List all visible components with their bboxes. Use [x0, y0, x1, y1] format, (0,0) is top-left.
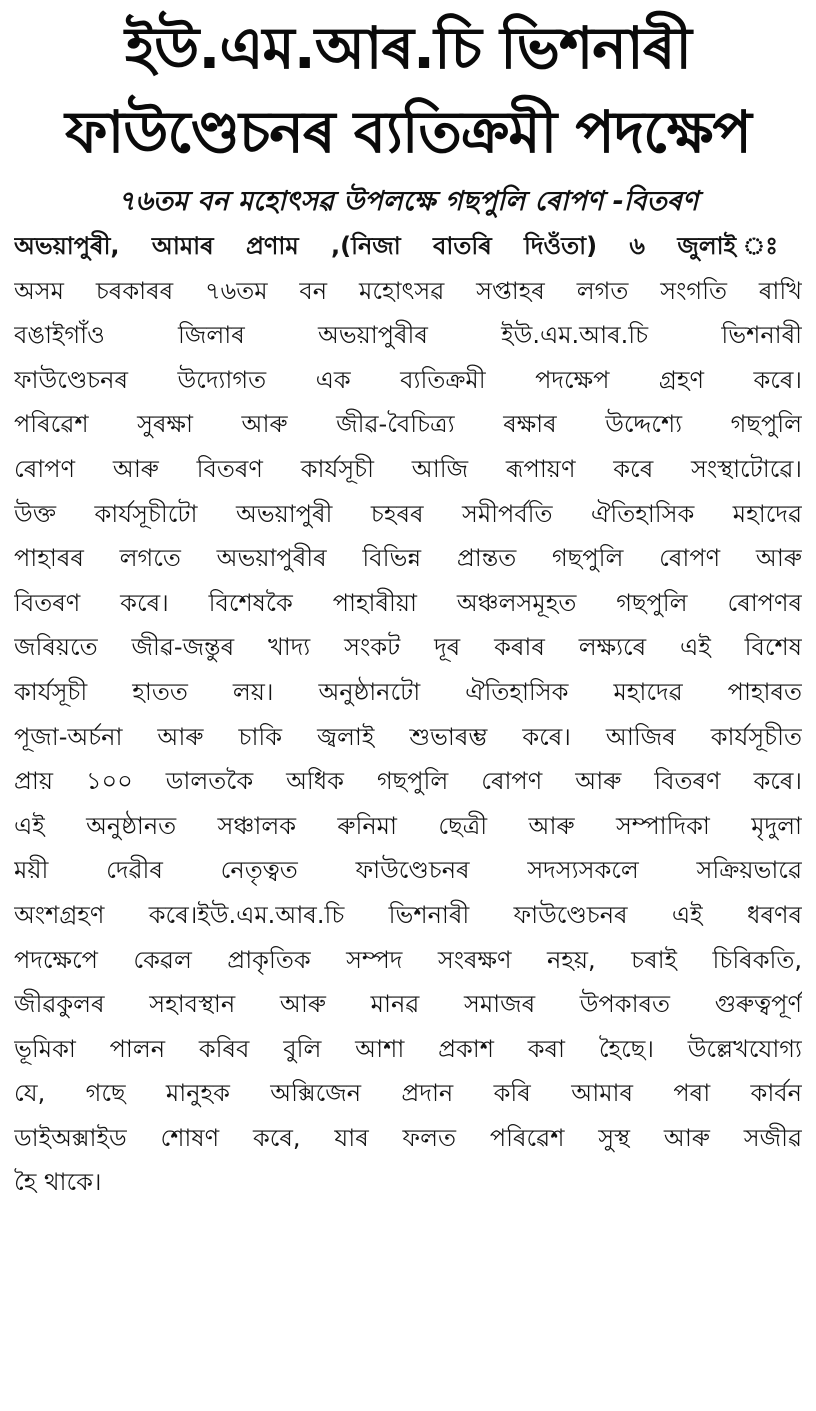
body-line: যে, গছে মানুহক অক্সিজেন প্ৰদান কৰি আমাৰ পৰা কাৰ্বন [14, 1079, 802, 1108]
article-body [14, 224, 802, 1205]
body-line: পাহাৰৰ লগতে অভয়াপুৰীৰ বিভিন্ন প্ৰান্তত গছপুলি ৰোপণ আৰু [14, 544, 802, 573]
body-line: পৰিৱেশ সুৰক্ষা আৰু জীৱ-বৈচিত্ৰ্য ৰক্ষাৰ উদ্দেশ্যে গছপুলি [14, 410, 802, 439]
body-line: পদক্ষেপে কেৱল প্ৰাকৃতিক সম্পদ সংৰক্ষণ নহয়, চৰাই চিৰিকতি, [14, 945, 802, 974]
body-line: পূজা-অৰ্চনা আৰু চাকি জ্বলাই শুভাৰম্ভ কৰে। আজিৰ কাৰ্যসূচীত [14, 722, 802, 751]
body-line: ফাউণ্ডেচনৰ উদ্যোগত এক ব্যতিক্ৰমী পদক্ষেপ গ্ৰহণ কৰে। [14, 365, 802, 394]
body-line: বঙাইগাঁও জিলাৰ অভয়াপুৰীৰ ইউ.এম.আৰ.চি ভিশনাৰী [14, 321, 802, 350]
body-line: প্ৰায় ১০০ ডালতকৈ অধিক গছপুলি ৰোপণ আৰু বিতৰণ কৰে। [14, 767, 802, 796]
dateline: অভয়াপুৰী, আমাৰ প্ৰণাম ,(নিজা বাতৰি দিওঁতা) ৬ জুলাই ঃ [14, 232, 802, 260]
body-line: জীৱকুলৰ সহাবস্থান আৰু মানৱ সমাজৰ উপকাৰত গুৰুত্বপূৰ্ণ [14, 990, 802, 1019]
body-line: হৈ থাকে। [14, 1168, 102, 1197]
body-line: অংশগ্ৰহণ কৰে।ইউ.এম.আৰ.চি ভিশনাৰী ফাউণ্ডেচনৰ এই ধৰণৰ [14, 900, 802, 929]
headline-line-2: ফাউণ্ডেচনৰ ব্যতিক্ৰমী পদক্ষেপ [65, 98, 751, 166]
body-line: কাৰ্যসূচী হাতত লয়। অনুষ্ঠানটো ঐতিহাসিক মহাদেৱ পাহাৰত [14, 677, 802, 706]
body-line: ভূমিকা পালন কৰিব বুলি আশা প্ৰকাশ কৰা হৈছে। উল্লেখযোগ্য [14, 1034, 802, 1063]
body-line: এই অনুষ্ঠানত সঞ্চালক ৰুনিমা ছেত্ৰী আৰু সম্পাদিকা মৃদুলা [14, 811, 802, 840]
body-line: ৰোপণ আৰু বিতৰণ কাৰ্যসূচী আজি ৰূপায়ণ কৰে সংস্থাটোৱে। [14, 454, 802, 483]
body-line: ময়ী দেৱীৰ নেতৃত্বত ফাউণ্ডেচনৰ সদস্যসকলে সক্ৰিয়ভাৱে [14, 856, 802, 885]
body-line: অসম চৰকাৰৰ ৭৬তম বন মহোৎসৱ সপ্তাহৰ লগত সংগতি ৰাখি [14, 276, 802, 305]
subheadline: ৭৬তম বন মহোৎসৱ উপলক্ষে গছপুলি ৰোপণ -বিতৰণ [117, 186, 699, 217]
headline [14, 6, 802, 174]
body-line: উক্ত কাৰ্যসূচীটো অভয়াপুৰী চহৰৰ সমীপৰ্বতি ঐতিহাসিক মহাদেৱ [14, 499, 802, 528]
body-line: জৰিয়তে জীৱ-জন্তুৰ খাদ্য সংকট দূৰ কৰাৰ লক্ষ্যৰে এই বিশেষ [14, 633, 802, 662]
body-line: ডাইঅক্সাইড শোষণ কৰে, যাৰ ফলত পৰিৱেশ সুস্থ আৰু সজীৱ [14, 1123, 802, 1152]
headline-line-1: ইউ.এম.আৰ.চি ভিশনাৰী [125, 14, 691, 82]
body-line: বিতৰণ কৰে। বিশেষকৈ পাহাৰীয়া অঞ্চলসমূহত গছপুলি ৰোপণৰ [14, 588, 802, 617]
